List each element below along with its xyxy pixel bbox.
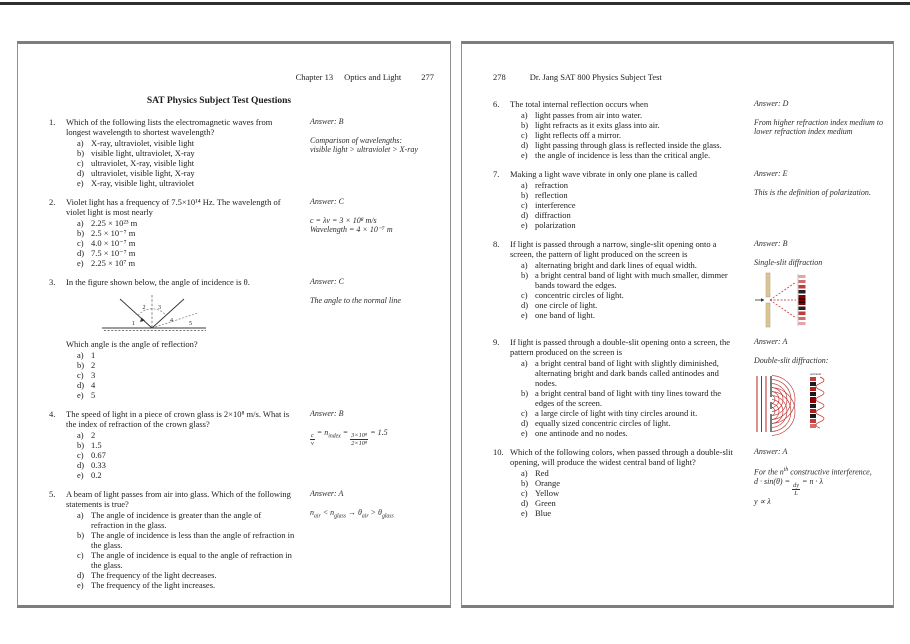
figure-label: antinode bbox=[810, 372, 822, 376]
options bbox=[66, 218, 296, 268]
option-d: equally sized concentric circles of light. bbox=[535, 418, 671, 428]
top-rule bbox=[0, 2, 910, 5]
angle-label-4: 4 bbox=[170, 318, 173, 324]
question-10 bbox=[493, 447, 893, 518]
option-a: Red bbox=[535, 468, 549, 478]
question-number: 5. bbox=[49, 489, 56, 499]
option-d: diffraction bbox=[535, 210, 571, 220]
answer-column bbox=[310, 117, 446, 188]
option-e: the angle of incidence is less than the critical angle. bbox=[535, 150, 711, 160]
options bbox=[66, 138, 296, 188]
answer-note: $n_{air} < n_{glass} \to \theta_{air} > \theta_{glass}$ bbox=[310, 507, 394, 520]
answer-note: This is the definition of polarization. bbox=[754, 187, 871, 197]
question-text: The speed of light in a piece of crown glass is 2×10⁸ m/s. What is the index of refraction of the crown glass? bbox=[66, 409, 290, 429]
answer-column bbox=[754, 447, 890, 518]
option-b: a bright central band of light with much smaller, dimmer bands toward the edges. bbox=[535, 270, 728, 290]
option-d: 4 bbox=[91, 380, 96, 390]
options bbox=[510, 180, 740, 230]
question-number: 8. bbox=[493, 239, 500, 249]
options bbox=[66, 510, 296, 590]
angle-label-3: 3 bbox=[158, 305, 161, 311]
option-c: concentric circles of light. bbox=[535, 290, 624, 300]
option-b: visible light, ultraviolet, X-ray bbox=[91, 148, 195, 158]
question-6 bbox=[493, 99, 893, 160]
answer-note: Single-slit diffraction bbox=[754, 257, 823, 267]
question-text: The total internal reflection occurs when bbox=[510, 99, 649, 109]
answer-label: Answer: B bbox=[310, 117, 344, 126]
page-title: SAT Physics Subject Test Questions bbox=[146, 96, 292, 106]
answer-note: For the $n^{th}$ constructive interference, d · sin(θ) = $\frac{dy}{L}$ = n · λ y ∝ λ bbox=[754, 466, 872, 506]
answer-label: Answer: E bbox=[754, 169, 788, 178]
question-text: Which of the following colors, when passed through a double-slit opening, will produce the widest central band of light? bbox=[510, 447, 733, 467]
question-3 bbox=[49, 277, 450, 400]
question-number: 4. bbox=[49, 409, 56, 419]
options bbox=[66, 350, 296, 400]
question-text: Making a light wave vibrate in only one plane is called bbox=[510, 169, 697, 179]
angle-label-5: 5 bbox=[189, 321, 192, 327]
question-5 bbox=[49, 489, 450, 590]
option-b: 1.5 bbox=[91, 440, 102, 450]
options bbox=[510, 468, 740, 518]
option-c: The angle of incidence is equal to the angle of refraction in the glass. bbox=[91, 550, 292, 570]
option-e: 0.2 bbox=[91, 470, 102, 480]
page-header bbox=[493, 72, 893, 82]
option-c: Yellow bbox=[535, 488, 560, 498]
answer-label: Answer: B bbox=[310, 409, 344, 418]
answer-note: Double-slit diffraction: bbox=[754, 355, 829, 365]
answer-column bbox=[310, 409, 446, 480]
book-page-right bbox=[461, 41, 894, 608]
reflection-angles-figure bbox=[94, 291, 212, 337]
answer-note: From higher refraction index medium to lower refraction index medium bbox=[754, 117, 883, 136]
option-b: Orange bbox=[535, 478, 561, 488]
question-text: If light is passed through a double-slit opening onto a screen, the pattern produced on the screen is bbox=[510, 337, 731, 357]
option-e: X-ray, visible light, ultraviolet bbox=[91, 178, 195, 188]
question-text: If light is passed through a narrow, single-slit opening onto a screen, the pattern of light produced on the screen is bbox=[510, 239, 717, 259]
answer-column bbox=[310, 277, 446, 400]
question-list bbox=[462, 99, 893, 518]
answer-label: Answer: A bbox=[754, 337, 788, 346]
question-8 bbox=[493, 239, 893, 328]
angle-label-1: 1 bbox=[132, 321, 135, 327]
question-text: Which of the following lists the electromagnetic waves from longest wavelength to shortest wavelength? bbox=[66, 117, 273, 137]
question-number: 6. bbox=[493, 99, 500, 109]
options bbox=[510, 260, 740, 320]
page-number: 277 bbox=[421, 72, 434, 82]
option-c: 4.0 × 10⁻⁷ m bbox=[91, 238, 136, 248]
options bbox=[510, 358, 740, 438]
answer-label: Answer: C bbox=[310, 277, 344, 286]
answer-column bbox=[310, 197, 446, 268]
question-9 bbox=[493, 337, 893, 438]
option-c: 3 bbox=[91, 370, 96, 380]
option-d: The frequency of the light decreases. bbox=[91, 570, 217, 580]
answer-label: Answer: A bbox=[754, 447, 788, 456]
question-text-2: Which angle is the angle of reflection? bbox=[66, 339, 198, 349]
option-c: 0.67 bbox=[91, 450, 106, 460]
option-a: light passes from air into water. bbox=[535, 110, 643, 120]
option-a: 2.25 × 10²³ m bbox=[91, 218, 138, 228]
answer-note: c = λν = 3 × 10⁸ m/s Wavelength = 4 × 10⁻⁷ m bbox=[310, 215, 393, 234]
answer-label: Answer: D bbox=[754, 99, 789, 108]
answer-label: Answer: B bbox=[754, 239, 788, 248]
question-number: 1. bbox=[49, 117, 56, 127]
option-b: a bright central band of light with tiny lines toward the edges of the screen. bbox=[535, 388, 722, 408]
answer-label: Answer: A bbox=[310, 489, 344, 498]
option-e: Blue bbox=[535, 508, 552, 518]
option-c: light reflects off a mirror. bbox=[535, 130, 621, 140]
single-slit-diffraction-figure bbox=[754, 272, 814, 328]
options bbox=[66, 430, 296, 480]
option-c: ultraviolet, X-ray, visible light bbox=[91, 158, 195, 168]
option-c: a large circle of light with tiny circles around it. bbox=[535, 408, 698, 418]
question-number: 10. bbox=[493, 447, 504, 457]
option-e: 2.25 × 10⁷ m bbox=[91, 258, 136, 268]
option-a: 1 bbox=[91, 350, 96, 360]
option-d: 0.33 bbox=[91, 460, 106, 470]
question-4 bbox=[49, 409, 450, 480]
section-label: Optics and Light bbox=[344, 72, 402, 82]
option-d: 7.5 × 10⁻⁷ m bbox=[91, 248, 136, 258]
question-2 bbox=[49, 197, 450, 268]
option-a: alternating bright and dark lines of equal width. bbox=[535, 260, 697, 270]
option-b: light refracts as it exits glass into air. bbox=[535, 120, 660, 130]
option-d: ultraviolet, visible light, X-ray bbox=[91, 168, 195, 178]
answer-note: Comparison of wavelengths: visible light > ultraviolet > X-ray bbox=[310, 135, 418, 154]
option-a: a bright central band of light with slightly diminished, alternating bright and dark bands called antinodes and nodes. bbox=[535, 358, 719, 388]
answer-column bbox=[754, 169, 890, 230]
chapter-label: Chapter 13 bbox=[295, 72, 334, 82]
option-d: Green bbox=[535, 498, 556, 508]
answer-column bbox=[310, 489, 446, 590]
answer-label: Answer: C bbox=[310, 197, 344, 206]
option-b: 2.5 × 10⁻⁷ m bbox=[91, 228, 136, 238]
question-number: 9. bbox=[493, 337, 500, 347]
question-number: 7. bbox=[493, 169, 500, 179]
option-b: reflection bbox=[535, 190, 568, 200]
option-b: 2 bbox=[91, 360, 96, 370]
option-e: one antinode and no nodes. bbox=[535, 428, 628, 438]
option-e: polarization bbox=[535, 220, 576, 230]
question-text: In the figure shown below, the angle of incidence is θ. bbox=[66, 277, 250, 287]
question-number: 3. bbox=[49, 277, 56, 287]
option-a: refraction bbox=[535, 180, 569, 190]
book-title: Dr. Jang SAT 800 Physics Subject Test bbox=[529, 72, 662, 82]
option-e: 5 bbox=[91, 390, 96, 400]
double-slit-diffraction-figure bbox=[754, 370, 838, 436]
answer-column bbox=[754, 337, 890, 438]
angle-label-2: 2 bbox=[142, 305, 146, 311]
option-d: light passing through glass is reflected inside the glass. bbox=[535, 140, 722, 150]
question-text: A beam of light passes from air into glass. Which of the following statements is true? bbox=[66, 489, 291, 509]
answer-note: $\frac{c}{v}$ = $n_{index}$ = $\frac{\text{3×10⁸}}{\text{2×10⁸}}$ = 1.5 bbox=[311, 427, 388, 448]
option-a: 2 bbox=[91, 430, 96, 440]
option-a: The angle of incidence is greater than the angle of refraction in the glass. bbox=[91, 510, 262, 530]
question-number: 2. bbox=[49, 197, 56, 207]
book-page-left bbox=[17, 41, 451, 608]
question-7 bbox=[493, 169, 893, 230]
page-number: 278 bbox=[493, 72, 506, 82]
question-text: Violet light has a frequency of 7.5×10¹⁴ Hz. The wavelength of violet light is most nearly bbox=[66, 197, 281, 217]
options bbox=[510, 110, 740, 160]
question-list bbox=[18, 117, 450, 590]
option-b: The angle of incidence is less than the angle of refraction in the glass. bbox=[91, 530, 295, 550]
answer-note: The angle to the normal line bbox=[310, 295, 401, 305]
option-c: interference bbox=[535, 200, 576, 210]
page-header bbox=[18, 72, 434, 82]
answer-column bbox=[754, 99, 890, 160]
option-d: one circle of light. bbox=[535, 300, 598, 310]
option-e: The frequency of the light increases. bbox=[91, 580, 216, 590]
question-1 bbox=[49, 117, 450, 188]
option-e: one band of light. bbox=[535, 310, 595, 320]
option-a: X-ray, ultraviolet, visible light bbox=[91, 138, 195, 148]
answer-column bbox=[754, 239, 890, 328]
